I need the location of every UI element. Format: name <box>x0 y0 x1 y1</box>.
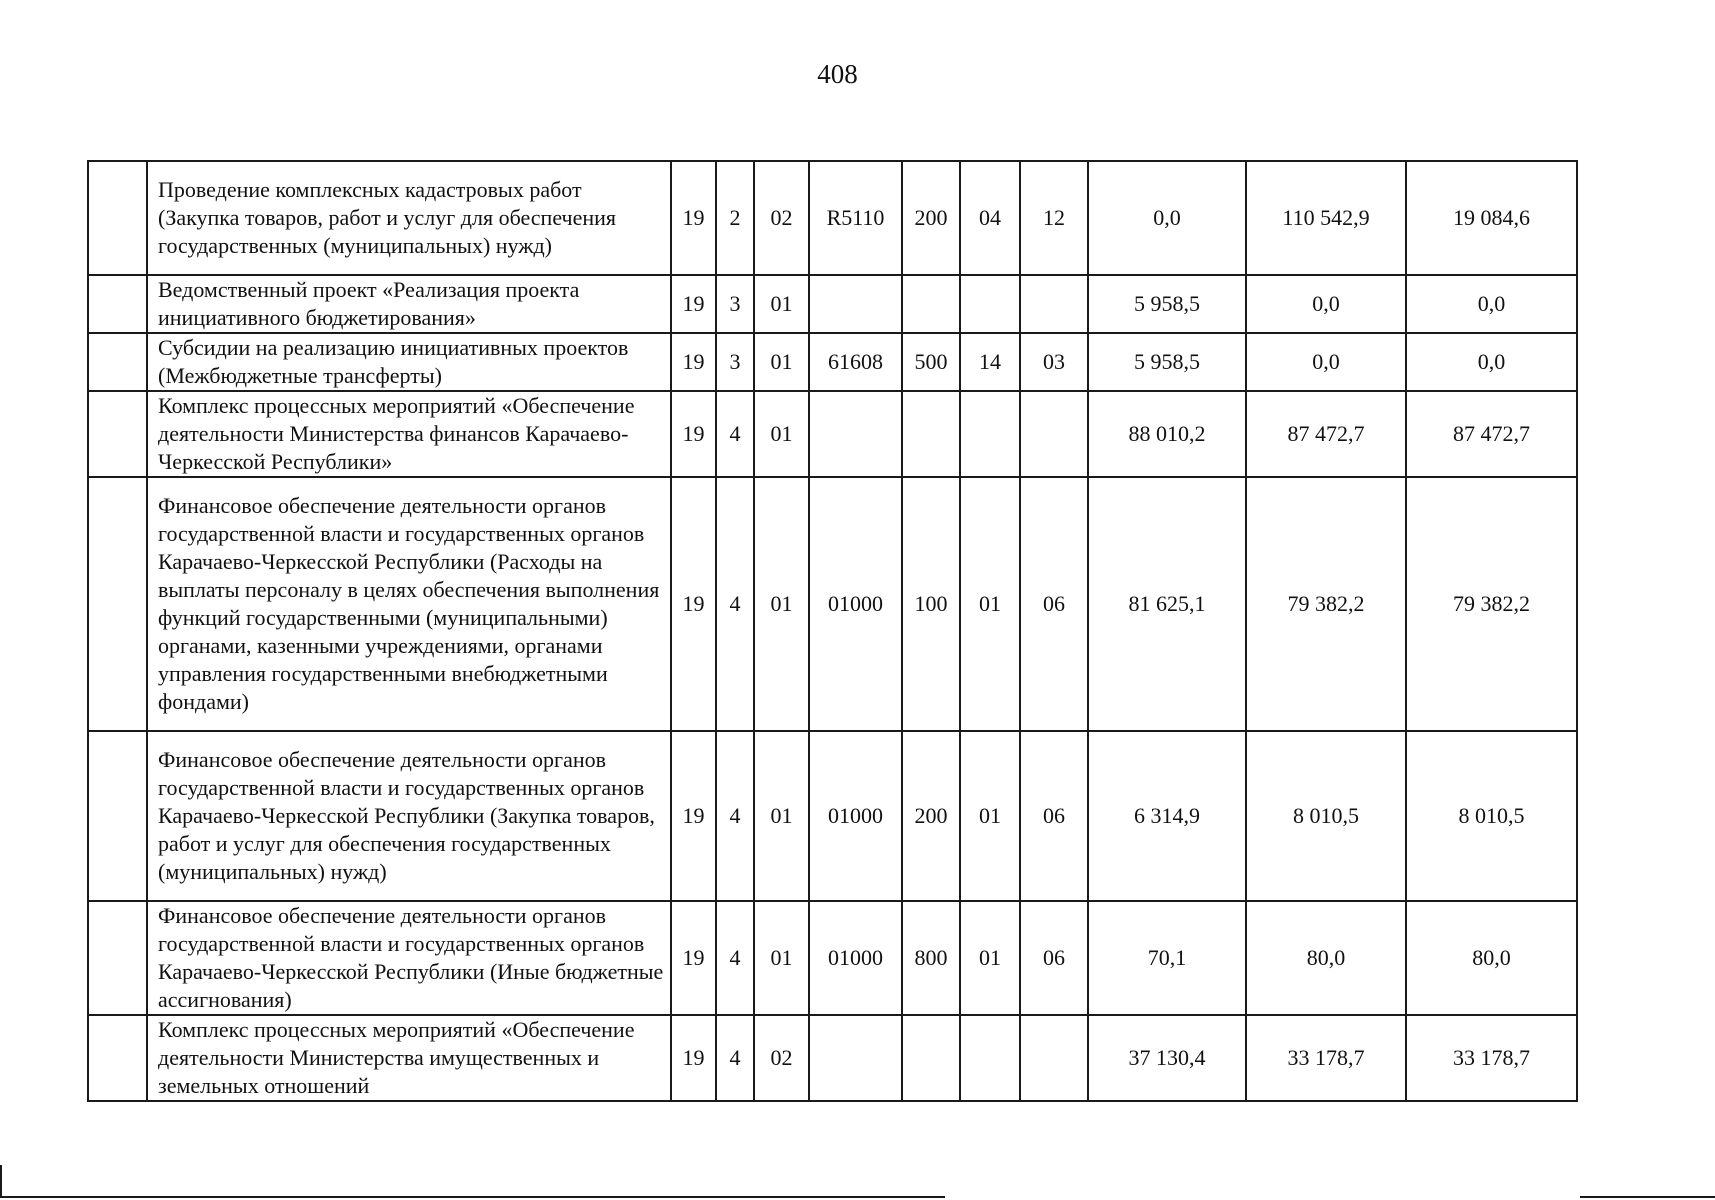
code-cell: 100 <box>902 477 960 731</box>
code-cell: 01000 <box>809 731 902 901</box>
code-cell: 01 <box>960 477 1020 731</box>
code-cell: 500 <box>902 333 960 391</box>
item-name: Ведомственный проект «Реализация проекта инициативного бюджетирования» <box>147 275 671 333</box>
row-marker-cell <box>88 391 147 477</box>
table-row <box>88 901 1577 1015</box>
code-cell: 14 <box>960 333 1020 391</box>
code-cell: 01 <box>754 275 809 333</box>
item-name: Финансовое обеспечение деятельности органов государственной власти и государственных органов Карачаево-Черкесской Республики (Закупка товаров, работ и услуг для обеспечения государственных (муниципальных) нужд) <box>147 731 671 901</box>
amount-cell: 8 010,5 <box>1406 731 1577 901</box>
page-number: 408 <box>817 59 858 89</box>
budget-table <box>87 160 1578 1102</box>
amount-cell: 5 958,5 <box>1088 275 1246 333</box>
amount-cell: 80,0 <box>1406 901 1577 1015</box>
code-cell: 06 <box>1020 731 1088 901</box>
code-cell: 19 <box>671 275 716 333</box>
code-cell: 01 <box>960 901 1020 1015</box>
amount-cell: 80,0 <box>1246 901 1406 1015</box>
item-name: Проведение комплексных кадастровых работ (Закупка товаров, работ и услуг для обеспечения государственных (муниципальных) нужд) <box>147 161 671 275</box>
code-cell <box>809 391 902 477</box>
code-cell: 3 <box>716 333 754 391</box>
code-cell <box>1020 1015 1088 1101</box>
code-cell <box>960 275 1020 333</box>
code-cell <box>1020 275 1088 333</box>
code-cell: 06 <box>1020 901 1088 1015</box>
code-cell: 200 <box>902 161 960 275</box>
code-cell: 4 <box>716 901 754 1015</box>
code-cell: 2 <box>716 161 754 275</box>
amount-cell: 87 472,7 <box>1246 391 1406 477</box>
row-marker-cell <box>88 161 147 275</box>
table-row <box>88 477 1577 731</box>
amount-cell: 88 010,2 <box>1088 391 1246 477</box>
code-cell: 4 <box>716 1015 754 1101</box>
amount-cell: 87 472,7 <box>1406 391 1577 477</box>
amount-cell: 110 542,9 <box>1246 161 1406 275</box>
code-cell <box>1020 391 1088 477</box>
amount-cell: 33 178,7 <box>1246 1015 1406 1101</box>
row-marker-cell <box>88 275 147 333</box>
code-cell: R5110 <box>809 161 902 275</box>
code-cell <box>960 391 1020 477</box>
item-name: Комплекс процессных мероприятий «Обеспечение деятельности Министерства финансов Карачаево-Черкесской Республики» <box>147 391 671 477</box>
code-cell: 19 <box>671 391 716 477</box>
row-marker-cell <box>88 1015 147 1101</box>
code-cell <box>960 1015 1020 1101</box>
amount-cell: 70,1 <box>1088 901 1246 1015</box>
table-row <box>88 1015 1577 1101</box>
code-cell: 3 <box>716 275 754 333</box>
row-marker-cell <box>88 731 147 901</box>
code-cell: 02 <box>754 161 809 275</box>
item-name: Субсидии на реализацию инициативных проектов (Межбюджетные трансферты) <box>147 333 671 391</box>
amount-cell: 81 625,1 <box>1088 477 1246 731</box>
amount-cell: 0,0 <box>1406 275 1577 333</box>
code-cell: 4 <box>716 477 754 731</box>
item-name: Комплекс процессных мероприятий «Обеспечение деятельности Министерства имущественных и земельных отношений <box>147 1015 671 1101</box>
item-name: Финансовое обеспечение деятельности органов государственной власти и государственных органов Карачаево-Черкесской Республики (Расходы на выплаты персоналу в целях обеспечения выполнения функций государственными (муниципальными) органами, казенными учреждениями, органами управления государственными внебюджетными фондами) <box>147 477 671 731</box>
table-row <box>88 333 1577 391</box>
amount-cell: 5 958,5 <box>1088 333 1246 391</box>
code-cell: 06 <box>1020 477 1088 731</box>
amount-cell: 19 084,6 <box>1406 161 1577 275</box>
code-cell: 01 <box>754 477 809 731</box>
code-cell: 19 <box>671 333 716 391</box>
code-cell: 01000 <box>809 477 902 731</box>
code-cell: 800 <box>902 901 960 1015</box>
code-cell <box>902 275 960 333</box>
amount-cell: 8 010,5 <box>1246 731 1406 901</box>
code-cell: 12 <box>1020 161 1088 275</box>
code-cell: 19 <box>671 161 716 275</box>
row-marker-cell <box>88 901 147 1015</box>
amount-cell: 33 178,7 <box>1406 1015 1577 1101</box>
row-marker-cell <box>88 333 147 391</box>
amount-cell: 0,0 <box>1246 333 1406 391</box>
amount-cell: 0,0 <box>1406 333 1577 391</box>
code-cell <box>902 391 960 477</box>
code-cell: 61608 <box>809 333 902 391</box>
scan-bottom-rule-right <box>1580 1196 1715 1198</box>
table-row <box>88 391 1577 477</box>
code-cell <box>902 1015 960 1101</box>
scan-left-edge-mark <box>0 1165 2 1198</box>
code-cell: 01 <box>754 901 809 1015</box>
amount-cell: 79 382,2 <box>1406 477 1577 731</box>
table-row <box>88 275 1577 333</box>
code-cell: 01 <box>960 731 1020 901</box>
code-cell: 19 <box>671 1015 716 1101</box>
amount-cell: 79 382,2 <box>1246 477 1406 731</box>
code-cell: 02 <box>754 1015 809 1101</box>
table-row <box>88 731 1577 901</box>
code-cell: 4 <box>716 731 754 901</box>
scan-bottom-rule-left <box>0 1196 945 1198</box>
item-name: Финансовое обеспечение деятельности органов государственной власти и государственных органов Карачаево-Черкесской Республики (Иные бюджетные ассигнования) <box>147 901 671 1015</box>
code-cell: 01 <box>754 333 809 391</box>
table-row <box>88 161 1577 275</box>
code-cell <box>809 275 902 333</box>
code-cell: 01000 <box>809 901 902 1015</box>
code-cell: 19 <box>671 901 716 1015</box>
row-marker-cell <box>88 477 147 731</box>
code-cell: 04 <box>960 161 1020 275</box>
code-cell: 19 <box>671 731 716 901</box>
amount-cell: 37 130,4 <box>1088 1015 1246 1101</box>
code-cell <box>809 1015 902 1101</box>
code-cell: 01 <box>754 391 809 477</box>
code-cell: 200 <box>902 731 960 901</box>
amount-cell: 0,0 <box>1246 275 1406 333</box>
amount-cell: 6 314,9 <box>1088 731 1246 901</box>
code-cell: 4 <box>716 391 754 477</box>
code-cell: 19 <box>671 477 716 731</box>
code-cell: 01 <box>754 731 809 901</box>
amount-cell: 0,0 <box>1088 161 1246 275</box>
code-cell: 03 <box>1020 333 1088 391</box>
